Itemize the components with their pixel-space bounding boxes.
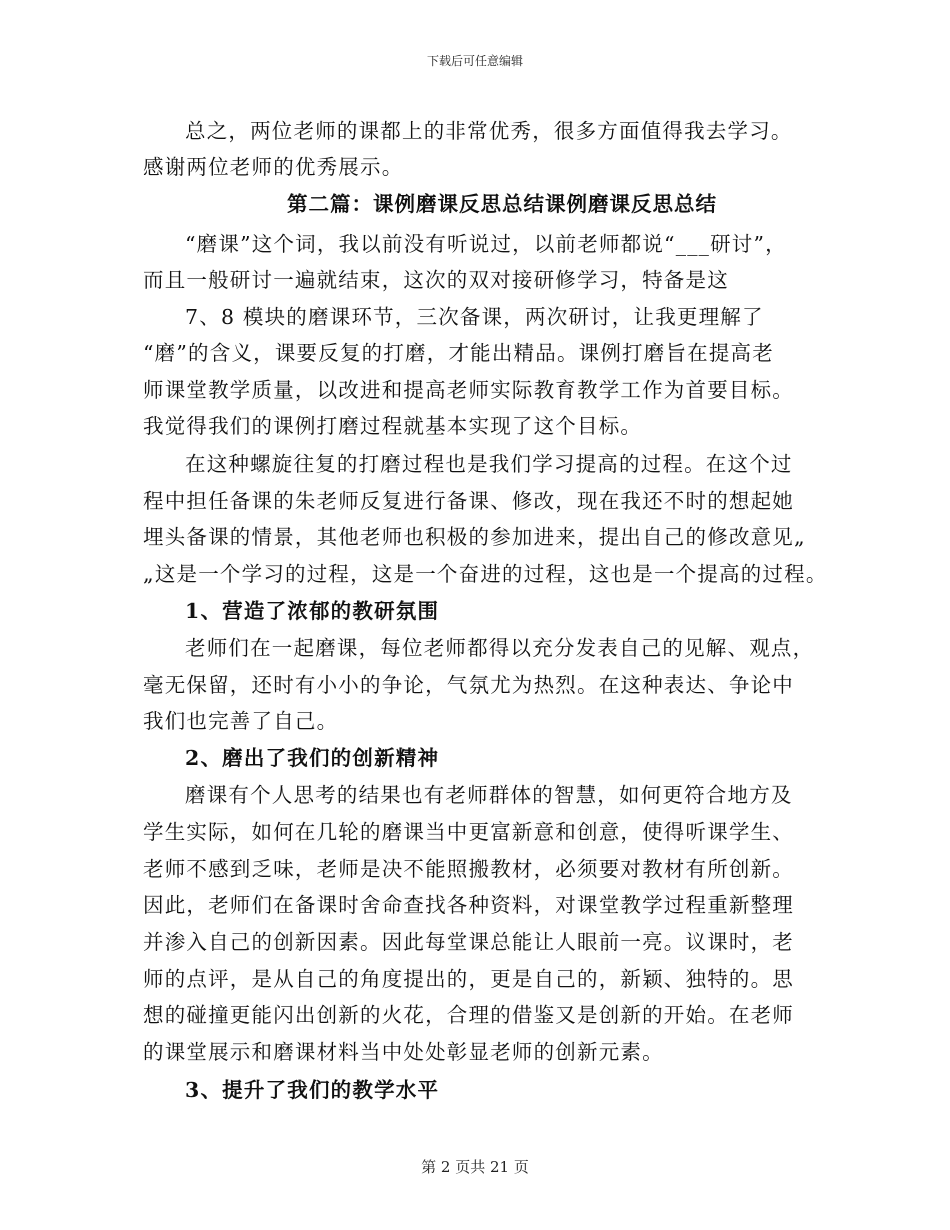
paragraph-line: „这是一个学习的过程，这是一个奋进的过程，这也是一个提高的过程。 <box>143 562 828 586</box>
section-heading: 1、营造了浓郁的教研氛围 <box>185 599 440 623</box>
paragraph-line: 毫无保留，还时有小小的争论，气氛尤为热烈。在这种表达、争论中 <box>143 673 794 697</box>
paragraph-line: 我们也完善了自己。 <box>143 709 339 733</box>
paragraph-line: 磨课有个人思考的结果也有老师群体的智慧，如何更符合地方及 <box>185 783 793 807</box>
paragraph-line: 而且一般研讨一遍就结束，这次的双对接研修学习，特备是这 <box>143 268 729 292</box>
paragraph-line: 想的碰撞更能闪出创新的火花，合理的借鉴又是创新的开始。在老师 <box>143 1003 794 1027</box>
paragraph-line: 在这种螺旋往复的打磨过程也是我们学习提高的过程。在这个过 <box>185 452 793 476</box>
paragraph-line: 总之，两位老师的课都上的非常优秀，很多方面值得我去学习。 <box>185 119 793 143</box>
section-title: 第二篇：课例磨课反思总结课例磨课反思总结 <box>287 192 717 216</box>
paragraph-line: 7、8 模块的磨课环节，三次备课，两次研讨，让我更理解了 <box>185 305 764 329</box>
paragraph-line: 我觉得我们的课例打磨过程就基本实现了这个目标。 <box>143 414 643 438</box>
section-heading: 2、磨出了我们的创新精神 <box>185 746 440 770</box>
paragraph-line: “磨”的含义，课要反复的打磨，才能出精品。课例打磨旨在提高老 <box>143 341 774 365</box>
paragraph-line: 因此，老师们在备课时舍命查找各种资料，对课堂教学过程重新整理 <box>143 893 794 917</box>
paragraph-line: 的课堂展示和磨课材料当中处处彰显老师的创新元素。 <box>143 1040 664 1064</box>
paragraph-line: 师课堂教学质量，以改进和提高老师实际教育教学工作为首要目标。 <box>143 378 794 402</box>
paragraph-line: 师的点评，是从自己的角度提出的，更是自己的，新颖、独特的。思 <box>143 967 794 991</box>
paragraph-line: 埋头备课的情景，其他老师也积极的参加进来，提出自己的修改意见„ <box>143 525 806 549</box>
page-header: 下载后可任意编辑 <box>426 54 523 68</box>
paragraph-line: 老师们在一起磨课，每位老师都得以充分发表自己的见解、观点， <box>185 636 815 660</box>
section-heading: 3、提升了我们的教学水平 <box>185 1078 440 1102</box>
paragraph-line: 并渗入自己的创新因素。因此每堂课总能让人眼前一亮。议课时，老 <box>143 930 794 954</box>
paragraph-line: “磨课”这个词，我以前没有听说过，以前老师都说“___研讨”， <box>185 232 787 256</box>
paragraph-line: 感谢两位老师的优秀展示。 <box>143 155 404 179</box>
page-footer: 第 2 页共 21 页 <box>421 1158 529 1176</box>
paragraph-line: 程中担任备课的朱老师反复进行备课、修改，现在我还不时的想起她 <box>143 489 794 513</box>
paragraph-line: 学生实际，如何在几轮的磨课当中更富新意和创意，使得听课学生、 <box>143 820 794 844</box>
paragraph-line: 老师不感到乏味，老师是决不能照搬教材，必须要对教材有所创新。 <box>143 857 794 881</box>
